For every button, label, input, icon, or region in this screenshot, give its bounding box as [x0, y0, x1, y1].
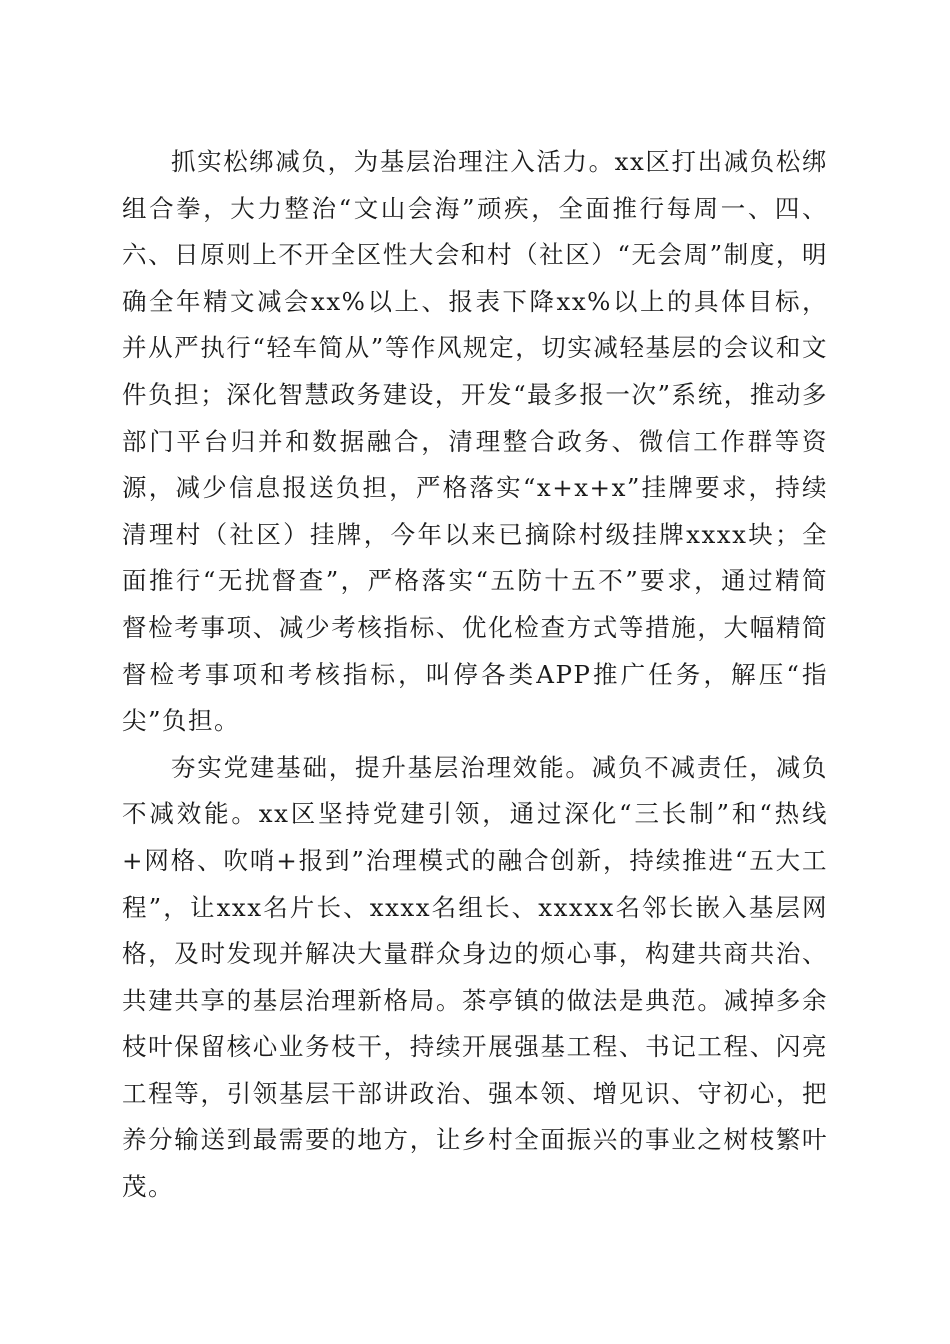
document-body [122, 139, 828, 1211]
paragraph-burden-reduction: 抓实松绑减负，为基层治理注入活力。xx区打出减负松绑组合拳，大力整治“文山会海”顽疾，全面推行每周一、四、六、日原则上不开全区性大会和村（社区）“无会周”制度，明确全年精文减会xx%以上、报表下降xx%以上的具体目标，并从严执行“轻车简从”等作风规定，切实减轻基层的会议和文件负担；深化智慧政务建设，开发“最多报一次”系统，推动多部门平台归并和数据融合，清理整合政务、微信工作群等资源，减少信息报送负担，严格落实“x+x+x”挂牌要求，持续清理村（社区）挂牌，今年以来已摘除村级挂牌xxxx块；全面推行“无扰督查”，严格落实“五防十五不”要求，通过精简督检考事项、减少考核指标、优化检查方式等措施，大幅精简督检考事项和考核指标，叫停各类APP推广任务，解压“指尖”负担。 [122, 147, 828, 736]
paragraph-party-building: 夯实党建基础，提升基层治理效能。减负不减责任，减负不减效能。xx区坚持党建引领，通过深化“三长制”和“热线+网格、吹哨+报到”治理模式的融合创新，持续推进“五大工程”，让xxx名片长、xxxx名组长、xxxxx名邻长嵌入基层网格，及时发现并解决大量群众身边的烦心事，构建共商共治、共建共享的基层治理新格局。茶亭镇的做法是典范。减掉多余枝叶保留核心业务枝干，持续开展强基工程、书记工程、闪亮工程等，引领基层干部讲政治、强本领、增见识、守初心，把养分输送到最需要的地方，让乡村全面振兴的事业之树枝繁叶茂。 [122, 752, 828, 1202]
